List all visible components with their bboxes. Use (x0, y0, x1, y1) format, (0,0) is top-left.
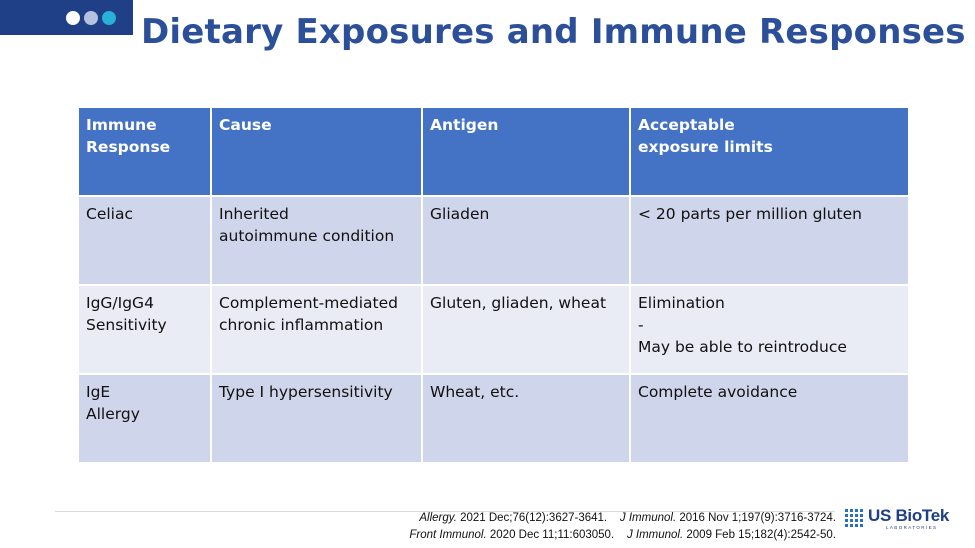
citation-ref: 2016 Nov 1;197(9):3716-3724. (676, 512, 836, 524)
citation-ref: 2021 Dec;76(12):3627-3641. (456, 512, 608, 524)
cell-line: Gliaden (430, 205, 490, 223)
dot-icon (66, 11, 80, 25)
journal-name: J Immunol. (626, 529, 684, 541)
citation-line (409, 510, 836, 527)
journal-name: Front Immunol. (409, 529, 487, 541)
cell-line: Sensitivity (86, 316, 167, 334)
header-line: exposure limits (638, 138, 773, 156)
cell-line: May be able to reintroduce (638, 338, 847, 356)
logo-subtitle: LABORATORIES (886, 525, 938, 530)
table-row (78, 285, 909, 374)
header-line: Response (86, 138, 171, 156)
table-cell (422, 285, 630, 374)
header-line: Acceptable (638, 116, 735, 134)
dot-grid-icon (844, 508, 864, 528)
slide-title: Dietary Exposures and Immune Responses (141, 12, 966, 52)
table-cell (211, 374, 422, 463)
table-cell (78, 374, 211, 463)
table-cell (211, 196, 422, 285)
table-cell (630, 374, 909, 463)
cell-line: Complement-mediated (219, 294, 398, 312)
table-row (78, 196, 909, 285)
cell-line: IgG/IgG4 (86, 294, 154, 312)
logo-name: US BioTek (868, 506, 950, 525)
decorative-dots (66, 11, 116, 25)
cell-line: Celiac (86, 205, 133, 223)
table-cell (630, 285, 909, 374)
us-biotek-logo (844, 506, 956, 532)
cell-line: IgE (86, 383, 111, 401)
table-cell (422, 196, 630, 285)
cell-line: - (638, 316, 644, 334)
journal-name: Allergy. (419, 512, 457, 524)
table-cell (78, 285, 211, 374)
header-antigen (422, 107, 630, 196)
table-cell (211, 285, 422, 374)
citation-line (409, 527, 836, 544)
cell-line: Type I hypersensitivity (219, 383, 393, 401)
citation-ref: 2009 Feb 15;182(4):2542-50. (683, 529, 836, 541)
table-cell (630, 196, 909, 285)
cell-line: Gluten, gliaden, wheat (430, 294, 607, 312)
table-header-row (78, 107, 909, 196)
journal-name: J Immunol. (619, 512, 677, 524)
cell-line: Inherited (219, 205, 289, 223)
cell-line: Allergy (86, 405, 140, 423)
corner-bar (0, 0, 133, 35)
dot-icon (102, 11, 116, 25)
table-row (78, 374, 909, 463)
cell-line: Wheat, etc. (430, 383, 520, 401)
table-cell (78, 196, 211, 285)
citation-ref: 2020 Dec 11;11:603050. (486, 529, 615, 541)
cell-line: < 20 parts per million gluten (638, 205, 862, 223)
header-immune-response (78, 107, 211, 196)
header-exposure-limits (630, 107, 909, 196)
cell-line: chronic inflammation (219, 316, 384, 334)
cell-line: Complete avoidance (638, 383, 798, 401)
header-cause (211, 107, 422, 196)
cell-line: Elimination (638, 294, 725, 312)
cell-line: autoimmune condition (219, 227, 395, 245)
citations (409, 510, 836, 544)
table-cell (422, 374, 630, 463)
dot-icon (84, 11, 98, 25)
header-line: Immune (86, 116, 157, 134)
immune-response-table (77, 106, 910, 464)
header-line: Antigen (430, 116, 499, 134)
header-line: Cause (219, 116, 272, 134)
